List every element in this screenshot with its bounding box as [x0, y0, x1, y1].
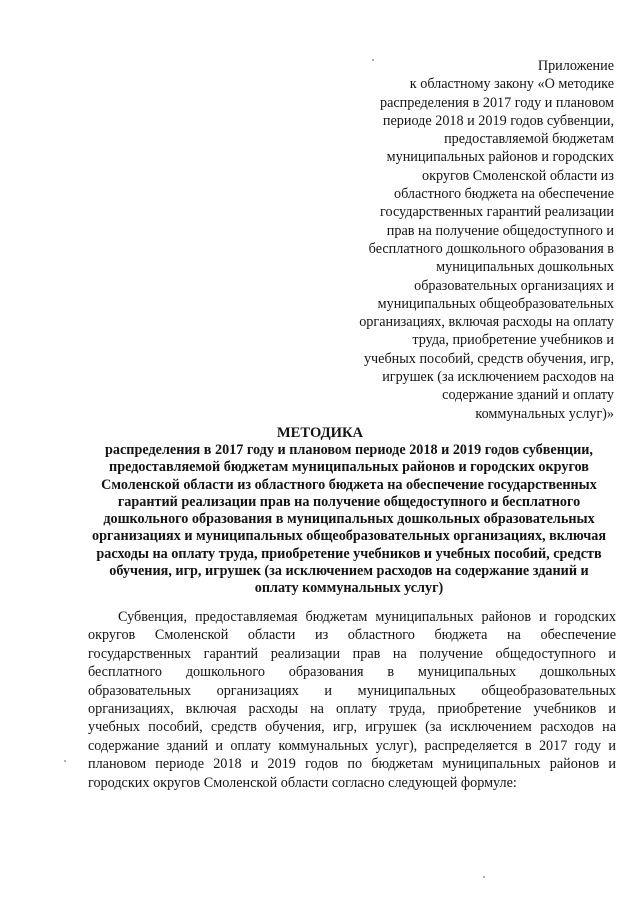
body-paragraph — [88, 608, 616, 792]
body-line: образовательных организациях и муниципальных общеобразовательных — [88, 682, 616, 699]
body-line: городских округов Смоленской области согласно следующей формуле: — [88, 774, 517, 791]
appendix-line: прав на получение общедоступного и — [386, 222, 614, 239]
appendix-line: муниципальных общеобразовательных — [377, 295, 614, 312]
body-line: содержание зданий и оплату коммунальных услуг), распределяется в 2017 году и — [88, 737, 616, 754]
appendix-line: областного бюджета на обеспечение — [393, 186, 614, 203]
subtitle-line: дошкольного образования в муниципальных дошкольных образовательных — [103, 511, 595, 528]
appendix-line: коммунальных услуг)» — [475, 405, 614, 422]
appendix-line: округов Смоленской области из — [422, 167, 614, 184]
appendix-line: бесплатного дошкольного образования в — [368, 240, 614, 257]
subtitle-line: оплату коммунальных услуг) — [254, 580, 444, 597]
body-line: Субвенция, предоставляемая бюджетам муниципальных районов и городских — [118, 609, 616, 625]
scan-speck — [64, 760, 66, 762]
appendix-line: периоде 2018 и 2019 годов субвенции, — [382, 112, 614, 129]
subtitle-line: Смоленской области из областного бюджета на обеспечение государственных — [101, 476, 597, 493]
scan-speck — [483, 876, 485, 878]
appendix-line: предоставляемой бюджетам — [444, 131, 614, 148]
body-line: бесплатного дошкольного образования в муниципальных дошкольных — [88, 664, 616, 681]
subtitle-line: предоставляемой бюджетам муниципальных районов и городских округов — [109, 459, 589, 476]
methodology-subtitle — [74, 442, 624, 598]
methodology-title: МЕТОДИКА — [276, 425, 364, 441]
body-line: плановом периоде 2018 и 2019 годов по бюджетам муниципальных районов и — [88, 756, 616, 773]
scan-speck — [372, 59, 374, 61]
appendix-line: организациях, включая расходы на оплату — [359, 314, 614, 331]
subtitle-line: расходы на оплату труда, приобретение учебников и учебных пособий, средств — [96, 545, 602, 562]
body-line: учебных пособий, средств обучения, игр, игрушек (за исключением расходов на — [88, 719, 616, 736]
appendix-line: муниципальных районов и городских — [386, 149, 614, 166]
appendix-line: муниципальных дошкольных — [436, 259, 614, 276]
appendix-line: Приложение — [537, 58, 614, 74]
appendix-line: труда, приобретение учебников и — [412, 332, 614, 349]
appendix-line: содержание зданий и оплату — [442, 387, 614, 404]
appendix-header — [314, 57, 614, 423]
appendix-line: игрушек (за исключением расходов на — [382, 369, 614, 386]
subtitle-line: обучения, игр, игрушек (за исключением расходов на содержание зданий и — [109, 563, 589, 580]
appendix-line: учебных пособий, средств обучения, игр, — [363, 350, 614, 367]
appendix-line: государственных гарантий реализации — [380, 204, 614, 221]
subtitle-line: гарантий реализации прав на получение общедоступного и бесплатного — [117, 493, 581, 510]
appendix-line: образовательных организациях и — [414, 277, 614, 294]
appendix-line: к областному закону «О методике — [409, 76, 614, 93]
body-line: государственных гарантий реализации прав на получение общедоступного и — [88, 645, 616, 662]
body-line: организациях, включая расходы на оплату труда, приобретение учебников и — [88, 701, 616, 718]
subtitle-line: распределения в 2017 году и плановом периоде 2018 и 2019 годов субвенции, — [105, 442, 593, 458]
body-line: округов Смоленской области из областного бюджета на обеспечение — [88, 627, 616, 644]
subtitle-line: организациях и муниципальных общеобразовательных организациях, включая — [92, 528, 606, 545]
appendix-line: распределения в 2017 году и плановом — [379, 94, 614, 111]
